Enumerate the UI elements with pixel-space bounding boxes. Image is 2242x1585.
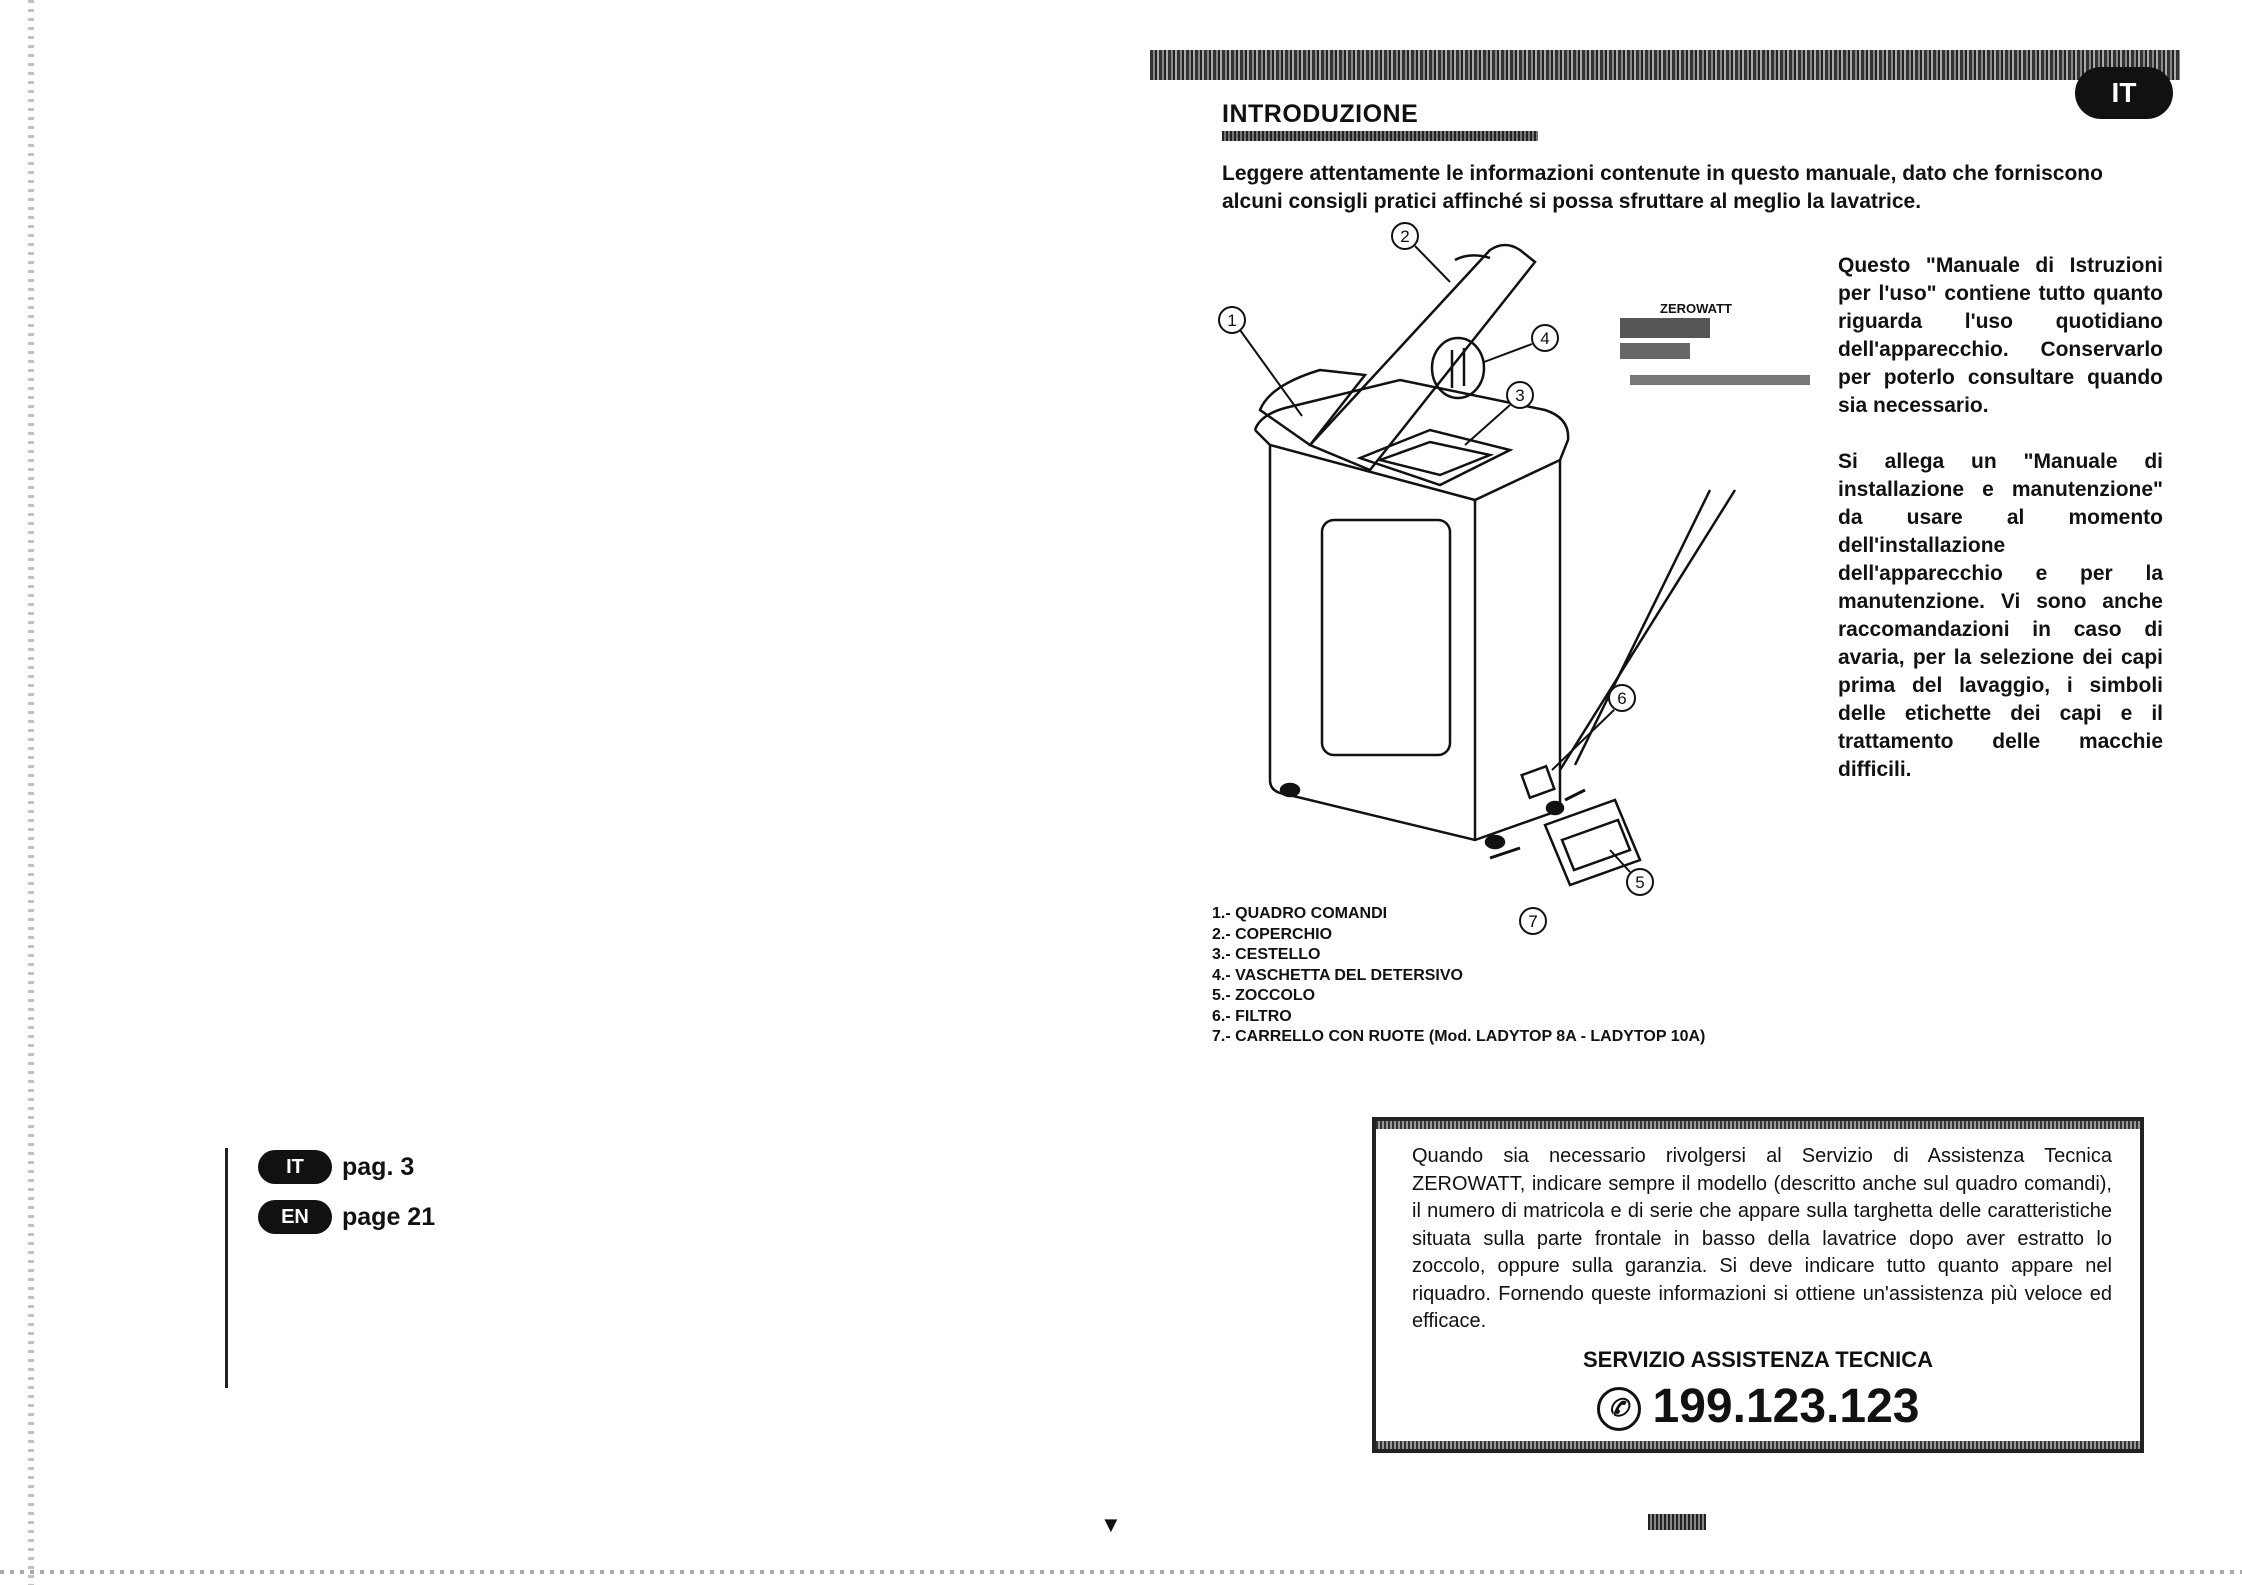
- plate-brand: ZEROWATT: [1660, 301, 1732, 316]
- page-title: INTRODUZIONE: [1222, 100, 1419, 128]
- svg-text:2: 2: [1400, 227, 1410, 246]
- part-item: 6.- FILTRO: [1212, 1007, 1292, 1025]
- part-item: 1.- QUADRO COMANDI: [1212, 905, 1388, 922]
- language-badge: IT: [2075, 67, 2173, 119]
- svg-text:6: 6: [1617, 689, 1627, 708]
- service-phone: [1376, 1379, 2140, 1434]
- service-info-box: [1372, 1117, 2144, 1453]
- language-link-it[interactable]: [258, 1150, 414, 1184]
- title-underline: [1222, 131, 1538, 141]
- service-info-text: Quando sia necessario rivolgersi al Servizio di Assistenza Tecnica ZEROWATT, indicare sempre il modello (descritto anche sul quadro comandi), il numero di matricola e di serie che appare sulla targhetta delle caratteristiche situata sulla parte frontale in basso della lavatrice dopo aver estratto lo zoccolo, oppure sulla garanzia. Si deve indicare tutto quanto appare nel riquadro. Fornendo queste informazioni si ottiene un'assistenza più veloce ed efficace.: [1412, 1145, 2112, 1332]
- lang-badge-it: IT: [258, 1150, 332, 1184]
- part-item: 5.- ZOCCOLO: [1212, 987, 1316, 1004]
- scan-edge-left: [28, 0, 34, 1585]
- svg-text:1: 1: [1227, 311, 1237, 330]
- parts-list: [1212, 904, 1705, 1048]
- part-item: 3.- CESTELLO: [1212, 946, 1321, 963]
- svg-text:5: 5: [1635, 873, 1645, 892]
- callout-1: [1219, 307, 1302, 416]
- lid: [1310, 245, 1535, 470]
- washing-machine-diagram: [1190, 210, 1830, 900]
- phone-number: 199.123.123: [1652, 1380, 1920, 1433]
- part-item: 4.- VASCHETTA DEL DETERSIVO: [1212, 966, 1463, 984]
- rating-plate: [1620, 301, 1810, 385]
- part-item: 7.- CARRELLO CON RUOTE (Mod. LADYTOP 8A - LADYTOP 10A): [1212, 1028, 1706, 1045]
- machine-body: [1270, 445, 1560, 840]
- lang-badge-en: EN: [258, 1200, 332, 1234]
- phone-icon: ✆: [1597, 1387, 1641, 1431]
- header-band: [1150, 50, 2180, 80]
- front-panel: [1322, 520, 1450, 755]
- manual-description: Questo "Manuale di Istruzioni per l'uso" contiene tutto quanto riguarda l'uso quotidiano dell'apparecchio. Conservarlo per poterlo consultare quando sia necessario.: [1838, 254, 2163, 417]
- svg-text:3: 3: [1515, 386, 1525, 405]
- callout-5: [1610, 850, 1653, 895]
- intro-text: Leggere attentamente le informazioni contenute in questo manuale, dato che forniscono alcuni consigli pratici affinché si possa sfruttare al meglio la lavatrice.: [1222, 162, 2103, 213]
- callout-2: [1392, 223, 1450, 282]
- svg-text:4: 4: [1540, 329, 1550, 348]
- lang-page-en: page 21: [342, 1202, 436, 1231]
- language-index: [225, 1148, 488, 1388]
- part-item: 2.- COPERCHIO: [1212, 925, 1333, 943]
- arrow-down-icon: ▼: [1100, 1512, 1122, 1537]
- detergent-tray: [1432, 338, 1484, 398]
- lang-page-it: pag. 3: [342, 1152, 415, 1181]
- service-title: SERVIZIO ASSISTENZA TECNICA: [1582, 1347, 1933, 1372]
- drum-opening: [1360, 430, 1510, 485]
- page-number-mark: [1648, 1514, 1706, 1530]
- callout-4: [1484, 325, 1558, 362]
- language-link-en[interactable]: [258, 1200, 435, 1234]
- installation-manual-note: Si allega un "Manuale di installazione e manutenzione" da usare al momento dell'installazione dell'apparecchio e per la manutenzione. Vi sono anche raccomandazioni in caso di avaria, per la selezione dei capi prima del lavaggio, i simboli delle etichette dei capi e il trattamento delle macchie difficili.: [1838, 450, 2163, 781]
- scan-edge-bottom: [0, 1570, 2242, 1574]
- svg-text:7: 7: [1528, 912, 1538, 931]
